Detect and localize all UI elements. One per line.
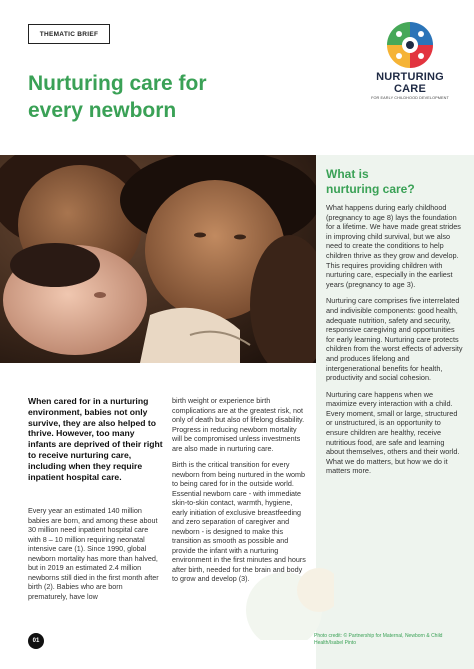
what-is-nurturing-care-panel <box>316 155 474 669</box>
logo-title: NURTURING CARE <box>376 71 444 95</box>
body-paragraph-left: Every year an estimated 140 million babies are born, and among these about 30 million need inpatient hospital care with 8 – 10 million requiring neonatal intensive care (1). Since 1990, global newborn mortality has more than halved, but in 2019 an estimated 2.4 million newborns still died in the first month after birth (2). Babies who are born prematurely, have low <box>28 506 159 601</box>
sidebar-title-line-1: What is <box>326 167 369 181</box>
document-type-badge: THEMATIC BRIEF <box>28 24 110 44</box>
decorative-circles-icon <box>244 560 334 640</box>
sidebar-paragraph-1: What happens during early childhood (pregnancy to age 8) lays the foundation for a lifetime. We have made great strides in improving child survival, but we also need to create the conditions to help children thrive as they grow and develop. This requires providing children with nurturing care, especially in the earliest years (pregnancy to age 3). <box>326 203 461 289</box>
logo-wheel-icon <box>385 20 435 70</box>
sidebar-title <box>326 167 464 197</box>
sidebar-paragraph-3: Nurturing care happens when we maximize every interaction with a child. Every moment, small or large, structured or unstructured, is an opportunity to ensure children are healthy, receive nutritious food, are safe and learning about themselves, others and their world. What we do matters, but how we do it matters more. <box>326 389 460 476</box>
sidebar-paragraph-2: Nurturing care comprises five interrelated and indivisible components: good health, adequate nutrition, safety and security, responsive caregiving and opportunities for early learning. Nurturing care protects children from the worst effects of adversity and produces lifelong and intergenerational benefits for health, productivity and social cohesion. <box>326 296 463 383</box>
page-title-line-1: Nurturing care for <box>28 72 207 95</box>
page-number: 01 <box>28 633 44 649</box>
sidebar-title-line-2: nurturing care? <box>326 182 415 196</box>
body-paragraph-mid-2: Birth is the critical transition for every newborn from being nurtured in the womb to being cared for in the outside world. Essential newborn care - with immediate skin-to-skin contact, warmth, hygiene, early initiation of exclusive breastfeeding and zero separation of caregiver and newborn - is designed to make this transition as smooth as possible and provide the infant with a nurturing environment in the first minutes and hours after birth, needed for the brain and body to grow and develop (3). <box>172 460 306 583</box>
nurturing-care-logo <box>360 20 460 98</box>
page-title <box>28 70 268 124</box>
family-newborn-photo <box>0 155 316 363</box>
lead-paragraph: When cared for in a nurturing environment, babies not only survive, they are also helped to thrive. However, too many infants are deprived of their right to receive nurturing care, including when they require inpatient hospital care. <box>28 396 163 482</box>
logo-subtitle: FOR EARLY CHILDHOOD DEVELOPMENT <box>371 96 449 100</box>
body-paragraph-mid-1: birth weight or experience birth complications are at the greatest risk, not only of death but also of lifelong disability. Progress in reducing newborn mortality will be compromised unless investments are also made in nurturing care. <box>172 396 305 453</box>
page-title-line-2: every newborn <box>28 99 177 122</box>
photo-credit: Photo credit: © Partnership for Maternal, Newborn & Child Health/Isabel Pinto <box>314 633 443 646</box>
